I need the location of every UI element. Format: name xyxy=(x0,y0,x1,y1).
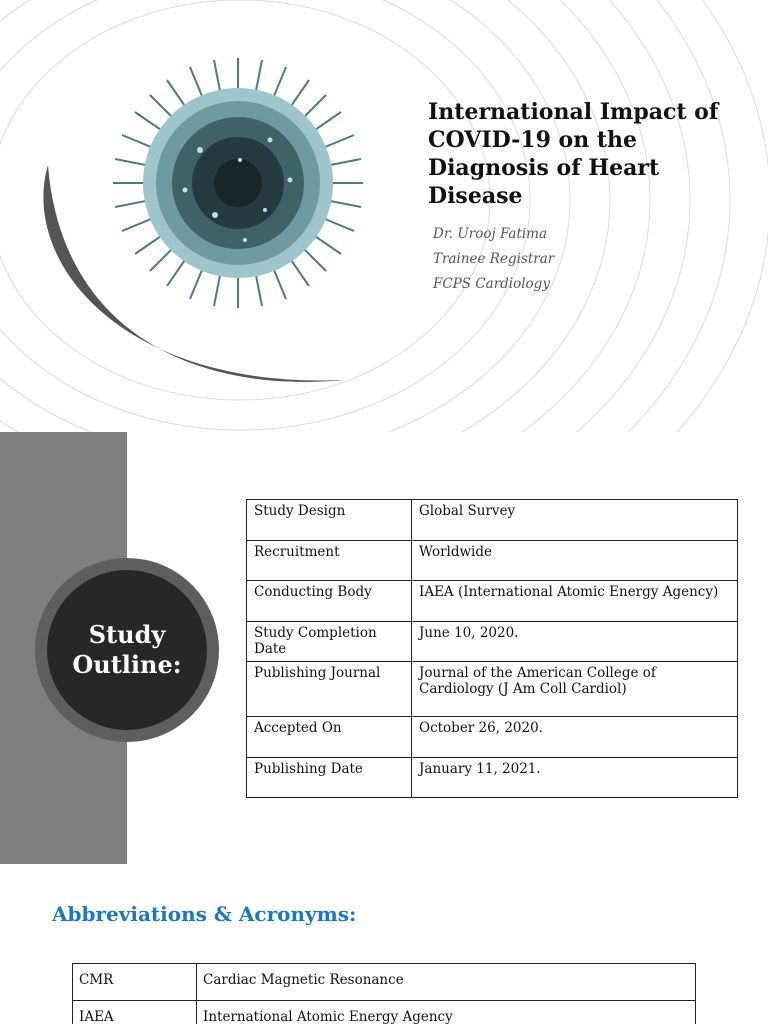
table-row xyxy=(247,621,738,662)
author-specialty: FCPS Cardiology xyxy=(433,276,550,292)
table-row xyxy=(247,757,738,798)
presentation-title: International Impact of COVID-19 on the Diagnosis of Heart Disease xyxy=(428,99,719,209)
row-key: Publishing Date xyxy=(247,757,412,798)
row-key: Publishing Journal xyxy=(247,662,412,717)
study-outline-heading: Study Outline: xyxy=(72,620,182,679)
decorative-background xyxy=(0,0,768,432)
table-row xyxy=(73,964,696,1001)
virus-icon xyxy=(113,58,363,308)
table-row xyxy=(73,1001,696,1024)
abbreviations-table xyxy=(72,963,696,1024)
row-key: Recruitment xyxy=(247,540,412,581)
study-outline-slide xyxy=(0,432,768,864)
table-row xyxy=(247,662,738,717)
row-key: Accepted On xyxy=(247,717,412,758)
row-value: IAEA (International Atomic Energy Agency) xyxy=(412,581,738,622)
abbreviations-heading: Abbreviations & Acronyms: xyxy=(52,902,357,926)
row-value: Journal of the American College of Cardiology (J Am Coll Cardiol) xyxy=(412,662,738,717)
row-value: Worldwide xyxy=(412,540,738,581)
abbreviation: IAEA xyxy=(73,1001,197,1024)
abbreviation: CMR xyxy=(73,964,197,1001)
abbreviation-meaning: Cardiac Magnetic Resonance xyxy=(197,964,696,1001)
author-name: Dr. Urooj Fatima xyxy=(433,226,548,242)
table-row xyxy=(247,717,738,758)
row-key: Study Completion Date xyxy=(247,621,412,662)
table-row xyxy=(247,581,738,622)
row-value: Global Survey xyxy=(412,500,738,541)
row-key: Study Design xyxy=(247,500,412,541)
study-outline-table xyxy=(246,499,738,798)
abbreviations-slide xyxy=(0,864,768,1024)
title-slide xyxy=(0,0,768,432)
row-value: October 26, 2020. xyxy=(412,717,738,758)
heading-circle xyxy=(47,570,207,730)
table-row xyxy=(247,500,738,541)
row-value: January 11, 2021. xyxy=(412,757,738,798)
table-row xyxy=(247,540,738,581)
author-role: Trainee Registrar xyxy=(433,251,555,267)
abbreviation-meaning: International Atomic Energy Agency xyxy=(197,1001,696,1024)
row-key: Conducting Body xyxy=(247,581,412,622)
row-value: June 10, 2020. xyxy=(412,621,738,662)
